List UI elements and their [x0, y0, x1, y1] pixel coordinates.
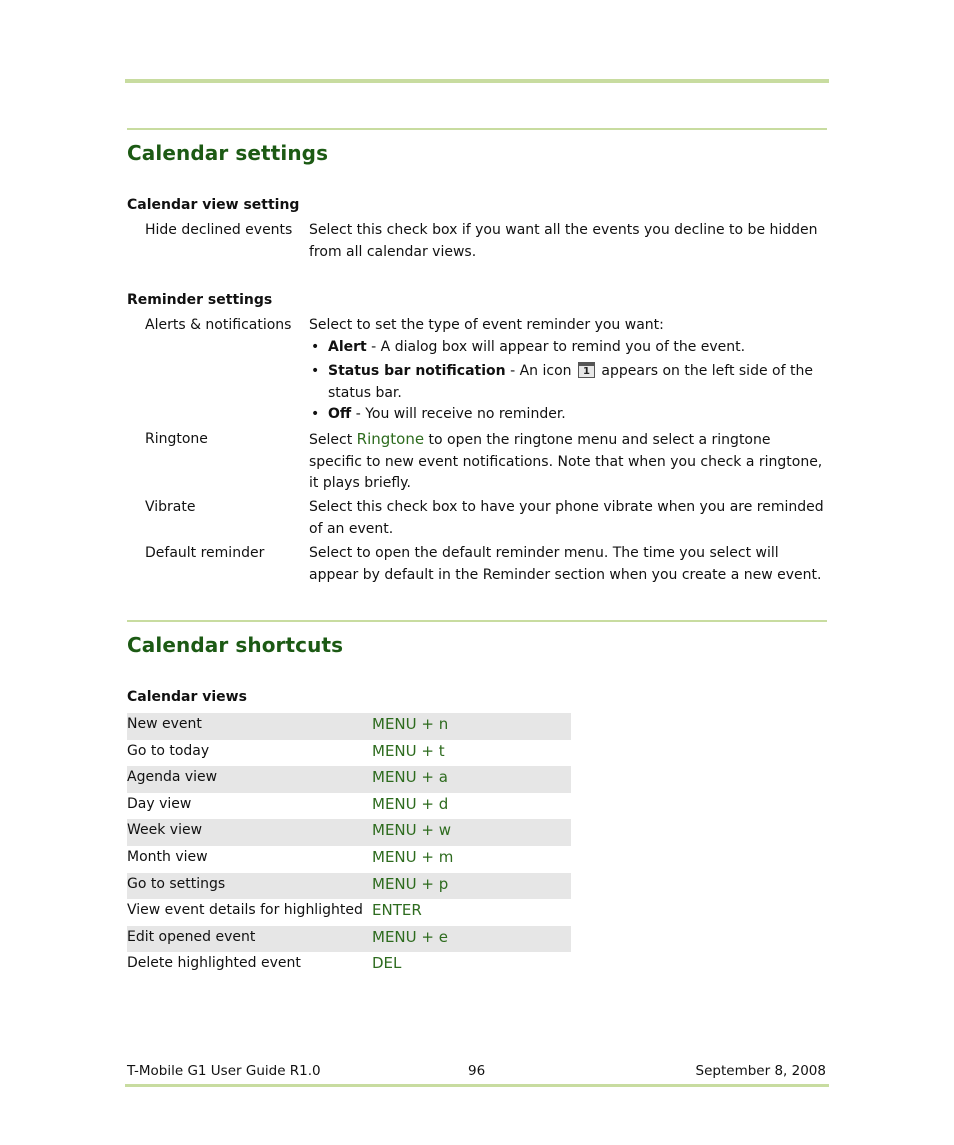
shortcut-action: New event: [127, 716, 202, 732]
ringtone-link: Ringtone: [356, 430, 425, 448]
shortcut-action: Month view: [127, 848, 208, 865]
shortcuts-table: [127, 713, 571, 979]
footer-date: September 8, 2008: [695, 1063, 826, 1079]
table-row: [127, 873, 571, 900]
desc-alerts-notifications: [309, 315, 824, 426]
table-row: [127, 713, 571, 740]
subheading-calendar-views: Calendar views: [127, 689, 247, 705]
top-rule: [125, 79, 829, 83]
shortcut-action: Edit opened event: [127, 928, 256, 945]
shortcut-action: View event details for highlighted: [127, 902, 363, 919]
shortcut-keys: MENU + n: [372, 715, 449, 733]
bullet-alert: [309, 337, 824, 359]
bullet-off: [309, 404, 824, 426]
shortcut-action: Week view: [127, 822, 203, 839]
table-row: [127, 926, 571, 953]
bottom-rule: [125, 1084, 829, 1087]
shortcut-action: Day view: [127, 795, 192, 812]
desc-ringtone: [309, 429, 824, 495]
table-row: [127, 740, 571, 767]
subheading-calendar-view-setting: Calendar view setting: [127, 197, 300, 213]
footer-guide-title: T-Mobile G1 User Guide R1.0: [127, 1063, 321, 1079]
table-row: [127, 952, 571, 979]
shortcut-keys: MENU + e: [372, 927, 448, 946]
table-row: [127, 793, 571, 820]
shortcut-action: Go to today: [127, 742, 210, 759]
desc-hide-declined-events: Select this check box if you want all the events you decline to be hidden from all calendar views.: [309, 222, 818, 260]
section-divider: [127, 128, 827, 130]
table-row: [127, 899, 571, 926]
shortcut-action: Delete highlighted event: [127, 955, 301, 972]
table-row: [127, 819, 571, 846]
shortcut-keys: MENU + t: [372, 741, 445, 760]
alerts-intro: Select to set the type of event reminder you want:: [309, 317, 664, 333]
shortcut-action: Go to settings: [127, 875, 226, 892]
bullet-alert-label: Alert: [328, 338, 367, 355]
shortcut-keys: MENU + p: [372, 874, 449, 893]
calendar-icon-number: 1: [582, 366, 590, 377]
shortcut-action: Agenda view: [127, 769, 218, 786]
ringtone-desc-after: to open the ringtone menu and select a ringtone specific to new event notifications. Note that when you check a ringtone, it plays briefly.: [309, 432, 823, 491]
desc-default-reminder: Select to open the default reminder menu. The time you select will appear by default in the Reminder section when you create a new event.: [309, 545, 822, 583]
bullet-status-bar-label: Status bar notification: [328, 363, 506, 379]
subheading-reminder-settings: Reminder settings: [127, 292, 273, 308]
desc-vibrate: Select this check box to have your phone vibrate when you are reminded of an event.: [309, 499, 824, 537]
bullet-status-bar-text-before: - An icon: [505, 363, 576, 379]
term-ringtone: Ringtone: [145, 431, 208, 447]
term-vibrate: Vibrate: [145, 499, 196, 515]
bullet-status-bar-notification: [309, 361, 824, 404]
ringtone-desc-before: Select: [309, 432, 357, 448]
section-title-calendar-shortcuts: Calendar shortcuts: [127, 633, 344, 657]
section-title-calendar-settings: Calendar settings: [127, 141, 329, 165]
shortcut-keys: MENU + w: [372, 821, 451, 840]
shortcut-keys: MENU + m: [372, 847, 454, 866]
table-row: [127, 846, 571, 873]
bullet-off-label: Off: [328, 406, 352, 422]
term-default-reminder: Default reminder: [145, 545, 265, 561]
shortcut-keys: MENU + a: [372, 768, 448, 787]
bullet-status-bar-text-after: appears on the left side of the status bar.: [328, 363, 813, 401]
shortcut-keys: ENTER: [372, 901, 422, 920]
bullet-off-text: - You will receive no reminder.: [351, 406, 566, 422]
shortcut-keys: DEL: [372, 954, 402, 973]
alerts-bullet-list: [309, 337, 824, 426]
footer-page-number: 96: [468, 1063, 486, 1079]
calendar-icon: [578, 362, 595, 378]
term-alerts-notifications: Alerts & notifications: [145, 317, 292, 333]
section-divider: [127, 620, 827, 622]
shortcut-keys: MENU + d: [372, 794, 449, 813]
bullet-alert-text: - A dialog box will appear to remind you of the event.: [366, 338, 746, 355]
term-hide-declined-events: Hide declined events: [145, 222, 293, 238]
table-row: [127, 766, 571, 793]
